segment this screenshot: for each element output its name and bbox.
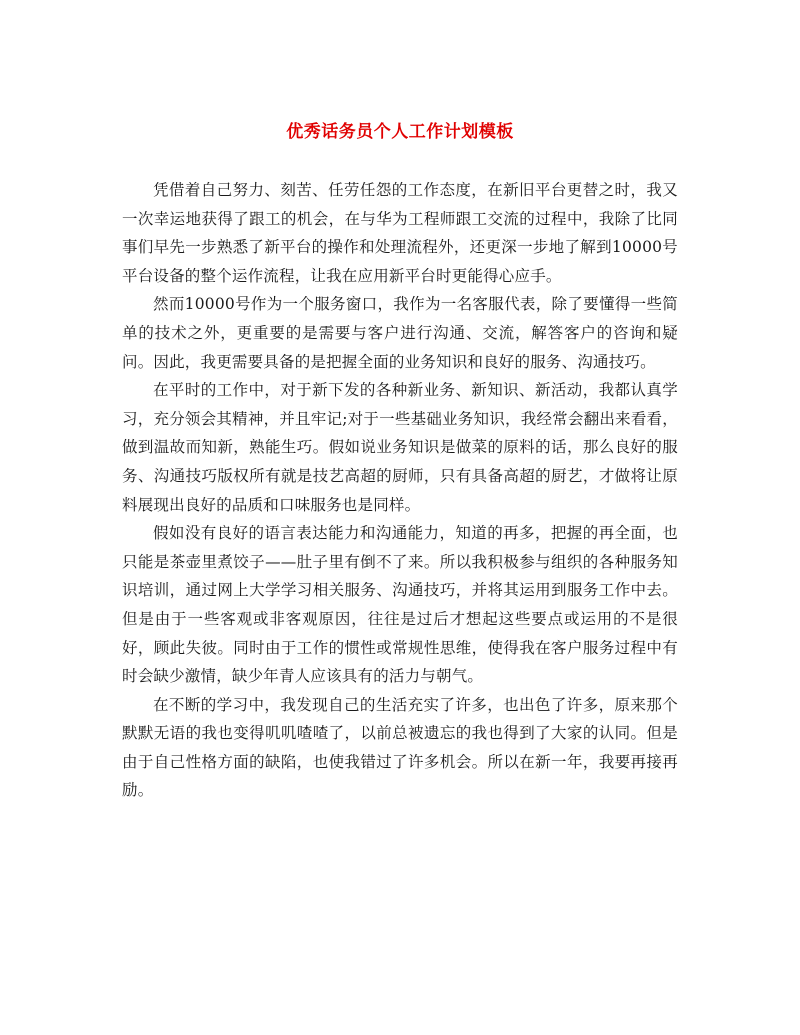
paragraph-1: 凭借着自己努力、刻苦、任劳任怨的工作态度，在新旧平台更替之时，我又一次幸运地获得了跟工的机会，在与华为工程师跟工交流的过程中，我除了比同事们早先一步熟悉了新平台的操作和处理流程外，还更深一步地了解到10000号平台设备的整个运作流程，让我在应用新平台时更能得心应手。 <box>122 181 678 285</box>
paragraph-5: 在不断的学习中，我发现自己的生活充实了许多，也出色了许多，原来那个默默无语的我也变得叽叽喳喳了，以前总被遗忘的我也得到了大家的认同。但是由于自己性格方面的缺陷，也使我错过了许多机会。所以在新一年，我要再接再励。 <box>122 695 678 800</box>
document-body <box>122 176 678 805</box>
document-title: 优秀话务员个人工作计划模板 <box>286 122 514 142</box>
paragraph-2: 然而10000号作为一个服务窗口，我作为一名客服代表，除了要懂得一些简单的技术之外，更重要的是需要与客户进行沟通、交流，解答客户的咨询和疑问。因此，我更需要具备的是把握全面的业务知识和良好的服务、沟通技巧。 <box>122 295 678 371</box>
paragraph-4: 假如没有良好的语言表达能力和沟通能力，知道的再多，把握的再全面，也只能是茶壶里煮饺子——肚子里有倒不了来。所以我积极参与组织的各种服务知识培训，通过网上大学学习相关服务、沟通技巧，并将其运用到服务工作中去。但是由于一些客观或非客观原因，往往是过后才想起这些要点或运用的不是很好，顾此失彼。同时由于工作的惯性或常规性思维，使得我在客户服务过程中有时会缺少激情，缺少年青人应该具有的活力与朝气。 <box>122 524 678 686</box>
paragraph-3: 在平时的工作中，对于新下发的各种新业务、新知识、新活动，我都认真学习，充分领会其精神，并且牢记;对于一些基础业务知识，我经常会翻出来看看，做到温故而知新，熟能生巧。假如说业务知识是做菜的原料的话，那么良好的服务、沟通技巧版权所有就是技艺高超的厨师，只有具备高超的厨艺，才做将让原料展现出良好的品质和口味服务也是同样。 <box>122 381 678 514</box>
